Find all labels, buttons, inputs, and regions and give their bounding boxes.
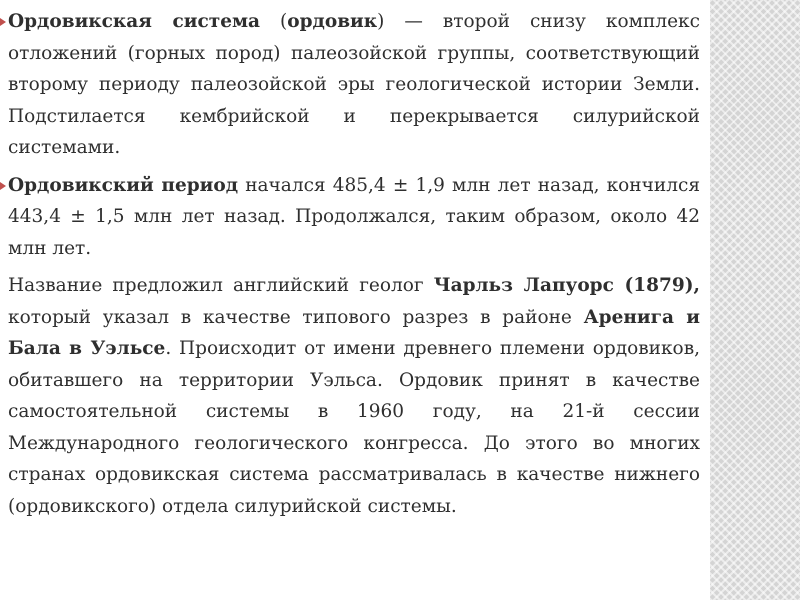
text-fragment: который указал в качестве типового разрез в районе [8, 306, 584, 328]
decorative-side-band [710, 0, 800, 600]
term-ordovician: ордовик [287, 11, 378, 32]
term-ordovician-system: Ордовикская система [8, 11, 261, 32]
term-ordovician-period: Ордовикский период [8, 174, 239, 196]
paragraph-ordovician-system [8, 6, 700, 164]
text-fragment: . Происходит от имени древнего племени ордовиков, обитавшего на территории Уэльса. Ордовик принят в качестве самостоятельной системы в 1960 году, на 21-й сессии Международного геологического конгресса. До этого во многих странах ордовикская система рассматривалась в качестве нижнего (ордовикского) отдела силурийской системы. [8, 338, 700, 517]
bullet-arrow-icon [0, 18, 6, 26]
term-lapworth: Чарльз Лапуорс (1879), [433, 275, 700, 296]
bullet-arrow-icon [0, 182, 6, 190]
text-fragment: Название предложил английский геолог [8, 275, 434, 296]
term-arenig-bala: Аренига и Бала в Уэльсе [8, 306, 700, 359]
paragraph-ordovician-period [8, 170, 700, 265]
text-fragment: ( [260, 11, 288, 32]
text-fragment: ) — второй снизу комплекс отложений (горных пород) палеозойской группы, соответствующий второму периоду палеозойской эры геологической истории Земли. Подстилается кембрийской и перекрывается силурийской системами. [8, 11, 700, 158]
paragraph-name-origin [8, 270, 700, 522]
text-fragment: начался 485,4 ± 1,9 млн лет назад, кончился 443,4 ± 1,5 млн лет назад. Продолжался, таким образом, около 42 млн лет. [8, 174, 700, 259]
text-body [8, 6, 700, 528]
